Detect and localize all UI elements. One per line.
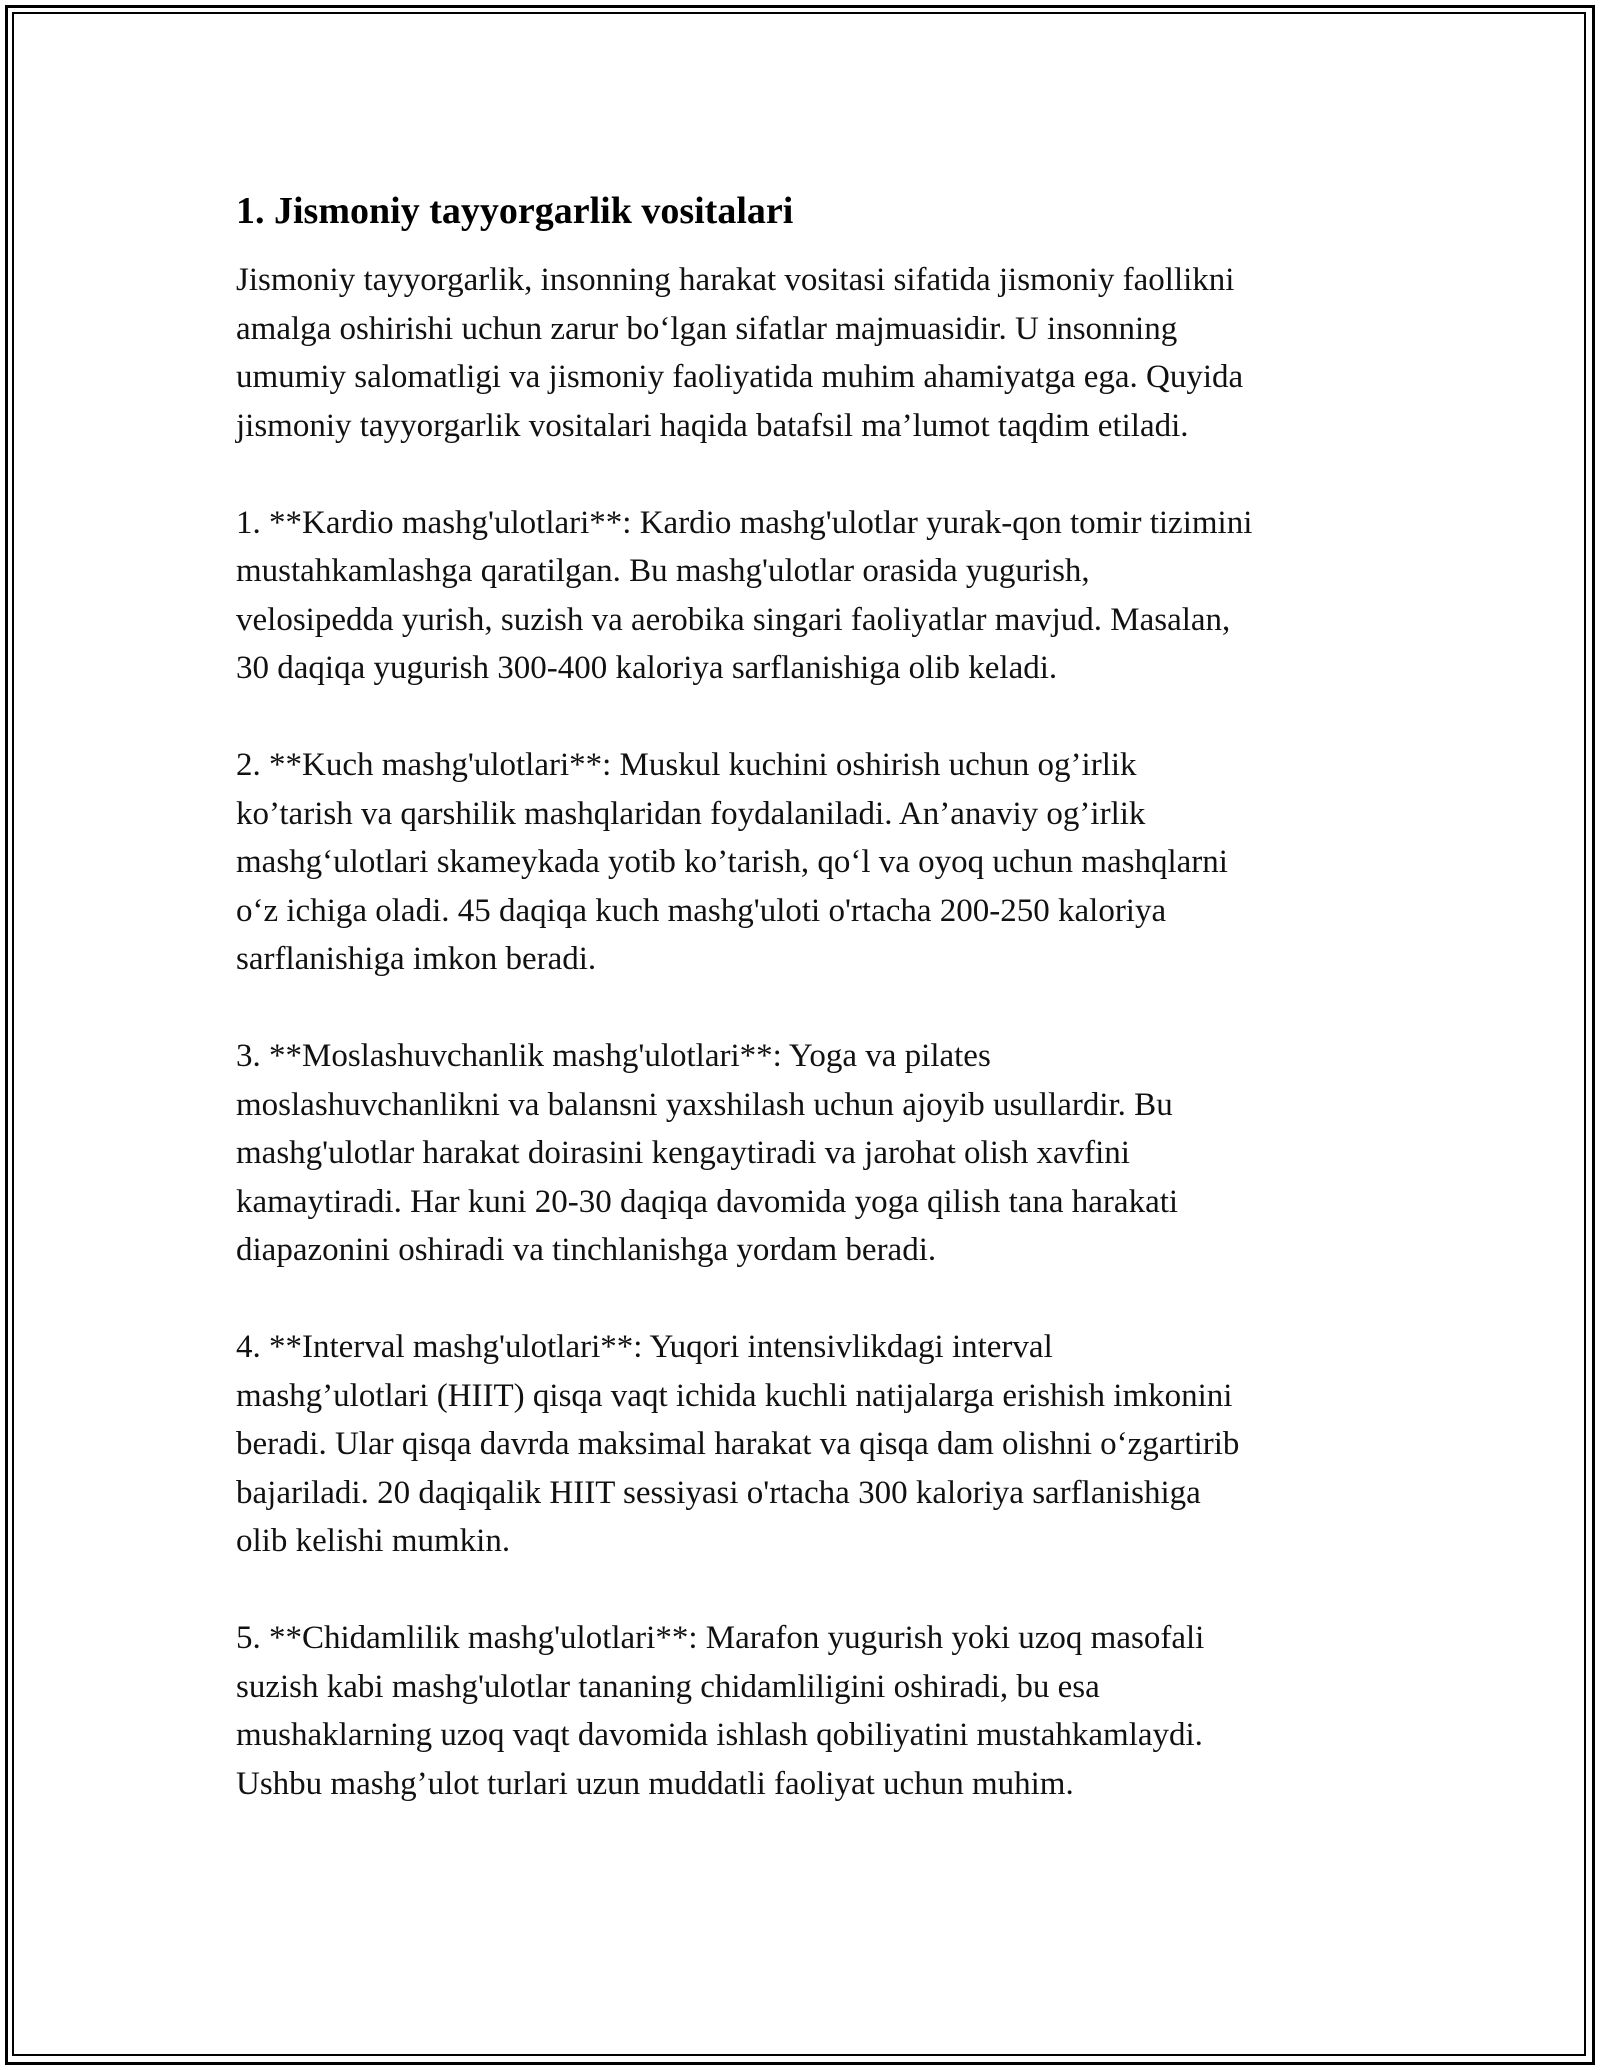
flexibility-paragraph: 3. **Moslashuvchanlik mashg'ulotlari**: Yoga va pilates moslashuvchanlikni va balansni yaxshilash uchun ajoyib usullardir. Bu mashg'ulotlar harakat doirasini kengaytiradi va jarohat olish xavfini kamaytiradi. Har kuni 20-30 daqiqa davomida yoga qilish tana harakati diapazonini oshiradi va tinchlanishga yordam beradi. xyxy=(236,1038,1179,1268)
intro-paragraph: Jismoniy tayyorgarlik, insonning harakat vositasi sifatida jismoniy faollikni amalga oshirishi uchun zarur bo‘lgan sifatlar majmuasidir. U insonning umumiy salomatligi va jismoniy faoliyatida muhim ahamiyatga ega. Quyida jismoniy tayyorgarlik vositalari haqida batafsil ma’lumot taqdim etiladi. xyxy=(236,262,1244,444)
endurance-paragraph: 5. **Chidamlilik mashg'ulotlari**: Marafon yugurish yoki uzoq masofali suzish kabi mashg'ulotlar tananing chidamliligini oshiradi, bu esa mushaklarning uzoq vaqt davomida ishlash qobiliyatini mustahkamlaydi. Ushbu mashg’ulot turlari uzun muddatli faoliyat uchun muhim. xyxy=(236,1620,1205,1802)
strength-paragraph: 2. **Kuch mashg'ulotlari**: Muskul kuchini oshirish uchun og’irlik ko’tarish va qarshilik mashqlaridan foydalaniladi. An’anaviy og’irlik mashg‘ulotlari skameykada yotib ko’tarish, qo‘l va oyoq uchun mashqlarni o‘z ichiga oladi. 45 daqiqa kuch mashg'uloti o'rtacha 200-250 kaloriya sarflanishiga imkon beradi. xyxy=(236,747,1228,977)
interval-paragraph: 4. **Interval mashg'ulotlari**: Yuqori intensivlikdagi interval mashg’ulotlari (HIIT) qisqa vaqt ichida kuchli natijalarga erishish imkonini beradi. Ular qisqa davrda maksimal harakat va qisqa dam olishni o‘zgartirib bajariladi. 20 daqiqalik HIIT sessiyasi o'rtacha 300 kaloriya sarflanishiga olib kelishi mumkin. xyxy=(236,1329,1240,1559)
document-body xyxy=(236,186,1376,1857)
cardio-paragraph: 1. **Kardio mashg'ulotlari**: Kardio mashg'ulotlar yurak-qon tomir tizimini mustahkamlashga qaratilgan. Bu mashg'ulotlar orasida yugurish, velosipedda yurish, suzish va aerobika singari faoliyatlar mavjud. Masalan, 30 daqiqa yugurish 300-400 kaloriya sarflanishiga olib keladi. xyxy=(236,504,1253,686)
section-heading: 1. Jismoniy tayyorgarlik vositalari xyxy=(236,190,794,232)
